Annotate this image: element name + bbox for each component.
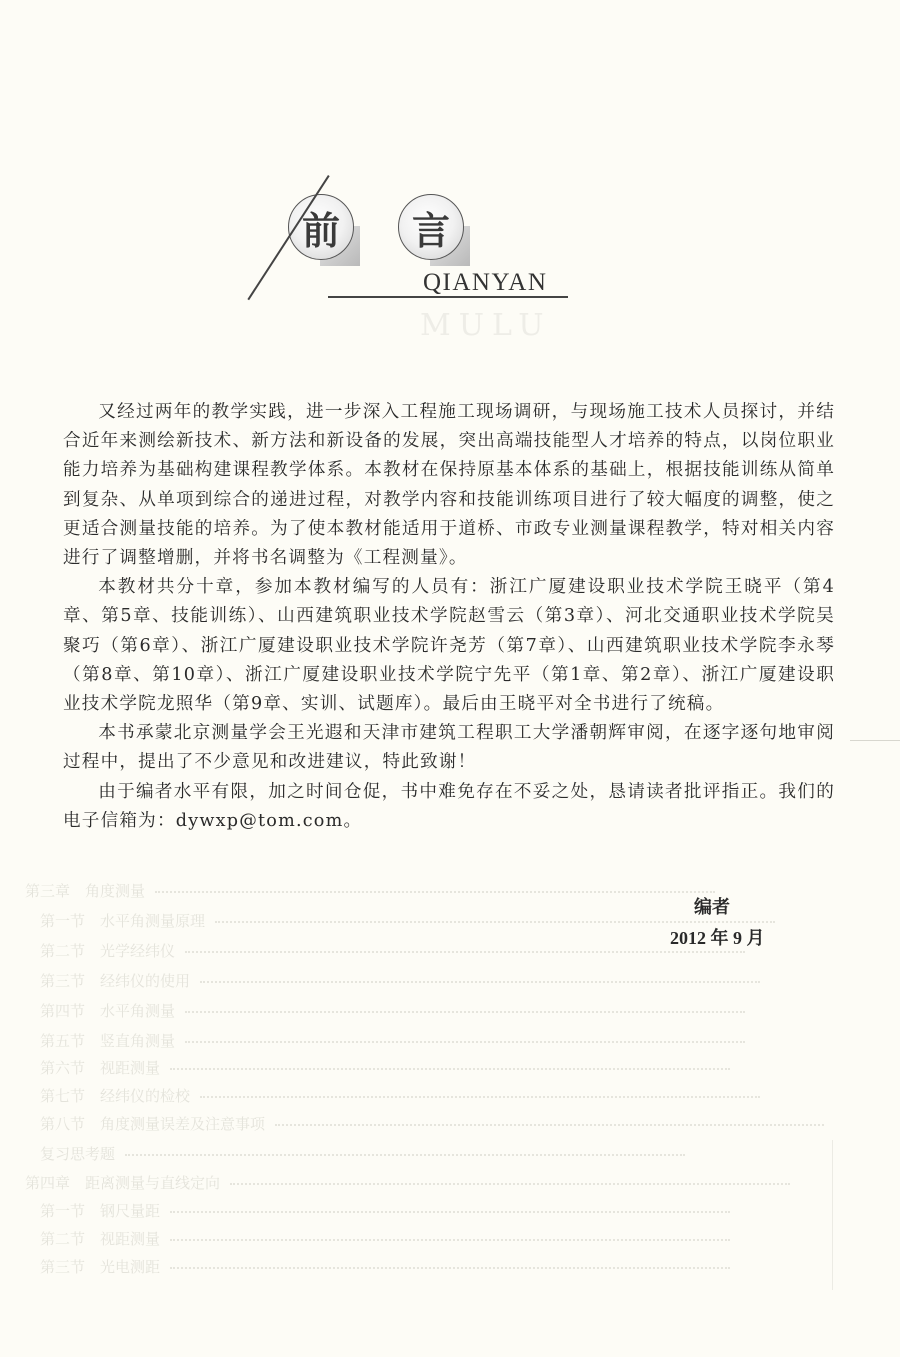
- ghost-toc-row: [25, 1113, 825, 1134]
- ghost-toc-label: 复习思考题: [25, 1145, 116, 1163]
- ghost-reverse-title: MULU: [420, 308, 552, 343]
- ghost-toc-row: [25, 1172, 825, 1193]
- ghost-toc-label: 第二节 光学经纬仪: [25, 942, 176, 960]
- ghost-toc-label: 第三节 光电测距: [25, 1258, 161, 1276]
- ghost-toc-label: 第四章 距离测量与直线定向: [25, 1174, 221, 1192]
- ghost-toc-row: [25, 1143, 825, 1164]
- ghost-toc-label: 第八节 角度测量误差及注意事项: [25, 1115, 266, 1133]
- ghost-toc-leader: [170, 1068, 730, 1070]
- ghost-rule: [850, 720, 900, 741]
- ghost-toc-label: 第四节 水平角测量: [25, 1002, 176, 1020]
- ghost-toc-row: [25, 1200, 825, 1221]
- paragraph-1: 又经过两年的教学实践，进一步深入工程施工现场调研，与现场施工技术人员探讨，并结合近年来测绘新技术、新方法和新设备的发展，突出高端技能型人才培养的特点，以岗位职业能力培养为基础构建课程教学体系。本教材在保持原基本体系的基础上，根据技能训练从简单到复杂、从单项到综合的递进过程，对教学内容和技能训练项目进行了较大幅度的调整，使之更适合测量技能的培养。为了使本教材能适用于道桥、市政专业测量课程教学，特对相关内容进行了调整增删，并将书名调整为《工程测量》。: [63, 402, 835, 569]
- ghost-toc-row: [25, 1256, 825, 1277]
- header-circle-qian: 前: [288, 194, 354, 260]
- ghost-toc-row: [25, 1000, 825, 1021]
- ghost-toc-leader: [200, 1096, 760, 1098]
- ghost-toc-leader: [230, 1183, 790, 1185]
- ghost-toc-label: 第三节 经纬仪的使用: [25, 972, 191, 990]
- ghost-toc-label: 第一节 水平角测量原理: [25, 912, 206, 930]
- ghost-toc-leader: [185, 1041, 745, 1043]
- ghost-toc-leader: [170, 1239, 730, 1241]
- ghost-side-rule: [832, 1140, 853, 1290]
- signature-author: 编者: [694, 897, 730, 918]
- ghost-toc-leader: [275, 1124, 825, 1126]
- preface-body: [63, 398, 835, 836]
- ghost-toc-leader: [125, 1154, 685, 1156]
- ghost-toc-label: 第七节 经纬仪的检校: [25, 1087, 191, 1105]
- ghost-toc-leader: [155, 891, 715, 893]
- signature-block: [660, 893, 820, 953]
- signature-date: 2012 年 9 月: [670, 928, 765, 948]
- header-circle-yan: 言: [398, 194, 464, 260]
- paragraph-4: 由于编者水平有限，加之时间仓促，书中难免存在不妥之处，恳请读者批评指正。我们的电子信箱为：dywxp@tom.com。: [63, 781, 835, 831]
- ghost-toc-row: [25, 1057, 825, 1078]
- paragraph-2: 本教材共分十章，参加本教材编写的人员有：浙江广厦建设职业技术学院王晓平（第4章、第5章、技能训练）、山西建筑职业技术学院赵雪云（第3章）、河北交通职业技术学院吴聚巧（第6章）、浙江广厦建设职业技术学院许尧芳（第7章）、山西建筑职业技术学院李永琴（第8章、第10章）、浙江广厦建设职业技术学院宁先平（第1章、第2章）、浙江广厦建设职业技术学院龙照华（第9章、实训、试题库）。最后由王晓平对全书进行了统稿。: [63, 577, 835, 715]
- ghost-toc-label: 第二节 视距测量: [25, 1230, 161, 1248]
- paragraph-3: 本书承蒙北京测量学会王光遐和天津市建筑工程职工大学潘朝辉审阅，在逐字逐句地审阅过程中，提出了不少意见和改进建议，特此致谢！: [63, 723, 835, 773]
- ghost-toc-label: 第三章 角度测量: [25, 882, 146, 900]
- ghost-toc-row: [25, 1030, 825, 1051]
- ghost-toc-label: 第一节 钢尺量距: [25, 1202, 161, 1220]
- ghost-toc-leader: [170, 1211, 730, 1213]
- ghost-toc-leader: [170, 1267, 730, 1269]
- preface-header: [280, 170, 600, 300]
- ghost-toc-label: 第五节 竖直角测量: [25, 1032, 176, 1050]
- header-pinyin: QIANYAN: [423, 269, 548, 296]
- ghost-toc-row: [25, 1085, 825, 1106]
- ghost-toc-row: [25, 1228, 825, 1249]
- ghost-toc-label: 第六节 视距测量: [25, 1059, 161, 1077]
- ghost-toc-leader: [200, 981, 760, 983]
- ghost-toc-row: [25, 970, 825, 991]
- ghost-toc-leader: [185, 1011, 745, 1013]
